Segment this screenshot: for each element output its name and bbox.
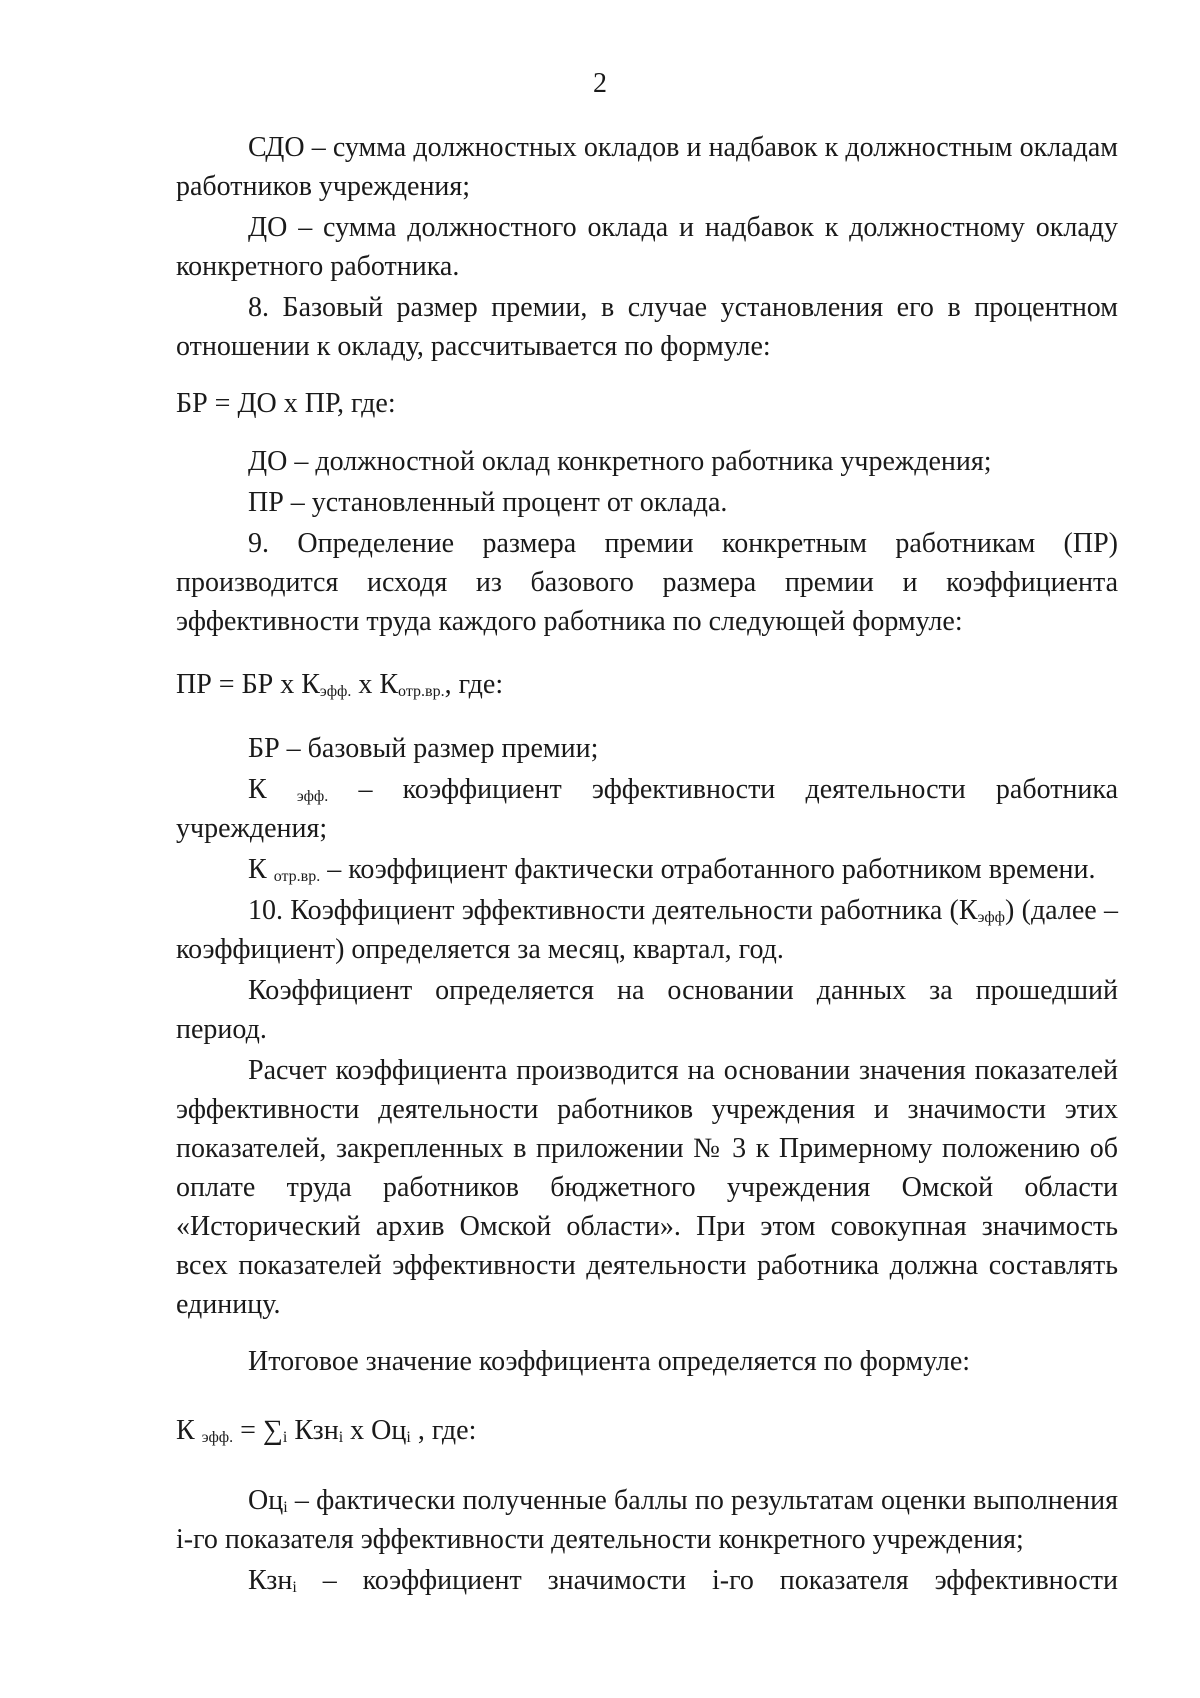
text-p8: 8. Базовый размер премии, в случае установления его в процентном отношении к окладу, рассчитывается по формуле: [176, 292, 1118, 362]
text-rasch: Расчет коэффициента производится на основании значения показателей эффективности деятельности работников учреждения и значимости этих показателей, закрепленных в приложении № 3 к Примерному положению об оплате труда работников бюджетного учреждения Омской области «Исторический архив Омской области». При этом совокупная значимость всех показателей эффективности деятельности работника должна составлять единицу. [176, 1055, 1118, 1320]
text-keff_b: эфф. [296, 788, 329, 805]
text-keff_a: К [248, 774, 267, 805]
text-f2_e: , где: [444, 669, 504, 700]
paragraph-keff-definition [176, 770, 1118, 848]
page-number: 2 [593, 68, 607, 99]
text-do2: ДО – должностной оклад конкретного работника учреждения; [248, 446, 992, 477]
formula-br [176, 384, 1118, 424]
text-kotr_a: К [248, 854, 267, 885]
paragraph-item-8 [176, 288, 1118, 366]
text-f2_c: х К [358, 669, 399, 700]
text-kzn_a: Кзн [248, 1565, 293, 1596]
text-p9: 9. Определение размера премии конкретным работникам (ПР) производится исходя из базового размера премии и коэффициента эффективности труда каждого работника по следующей формуле: [176, 528, 1118, 637]
text-f2_d: отр.вр. [398, 683, 445, 700]
text-do1: ДО – сумма должностного оклада и надбавок к должностному окладу конкретного работника. [176, 212, 1118, 282]
text-pr1: ПР – установленный процент от оклада. [248, 487, 728, 518]
text-f3_f: i [338, 1429, 344, 1446]
paragraph-final-value [176, 1342, 1118, 1381]
paragraph-oc-definition [176, 1481, 1118, 1559]
text-f3_a: К [176, 1415, 195, 1446]
text-koef: Коэффициент определяется на основании данных за прошедший период. [176, 975, 1118, 1045]
paragraph-sdo [176, 128, 1118, 206]
paragraph-kotr-definition [176, 850, 1118, 889]
text-oc_a: Оц [248, 1485, 284, 1516]
text-oc_c: – фактически полученные баллы по результатам оценки выполнения i-го показателя эффективности деятельности конкретного учреждения; [176, 1485, 1119, 1555]
text-f3_c: = ∑ [240, 1415, 283, 1446]
text-f3_g: х Оц [350, 1415, 407, 1446]
paragraph-do-sum [176, 208, 1118, 286]
text-f3_e: Кзн [294, 1415, 339, 1446]
text-f3_d: i [282, 1429, 288, 1446]
paragraph-calculation [176, 1051, 1118, 1324]
text-p10_c: ) (далее – коэффициент) определяется за месяц, квартал, год. [176, 895, 1118, 965]
text-f3_i: , где: [417, 1415, 477, 1446]
text-kotr_c: – коэффициент фактически отработанного работником времени. [327, 854, 1096, 885]
text-sdo: СДО – сумма должностных окладов и надбавок к должностным окладам работников учреждения; [176, 132, 1118, 202]
paragraph-koef-period [176, 971, 1118, 1049]
text-f2_b: эфф. [319, 683, 352, 700]
paragraph-pr-definition [176, 483, 1118, 522]
paragraph-item-10 [176, 891, 1118, 969]
paragraph-item-9 [176, 524, 1118, 641]
text-oc_b: i [283, 1499, 288, 1516]
text-f3_h: i [406, 1429, 411, 1446]
formula-pr [176, 665, 1118, 705]
text-kotr_b: отр.вр. [273, 868, 321, 885]
text-itog: Итоговое значение коэффициента определяется по формуле: [248, 1346, 971, 1377]
text-p10_b: эфф [977, 909, 1005, 926]
document-body [176, 128, 1118, 1600]
text-p10_a: 10. Коэффициент эффективности деятельности работника (К [248, 895, 978, 926]
paragraph-kzn-definition [176, 1561, 1118, 1600]
paragraph-do-definition [176, 442, 1118, 481]
text-kzn_b: i [292, 1579, 297, 1596]
paragraph-br-definition [176, 729, 1118, 768]
text-f1: БР = ДО х ПР, где: [176, 388, 396, 419]
text-keff_c: – коэффициент эффективности деятельности работника учреждения; [176, 774, 1119, 844]
text-br: БР – базовый размер премии; [248, 733, 599, 764]
text-f2_a: ПР = БР х К [176, 669, 320, 700]
text-f3_b: эфф. [201, 1429, 234, 1446]
text-kzn_c: – коэффициент значимости i-го показателя эффективности [322, 1565, 1118, 1596]
formula-keff [176, 1411, 1118, 1451]
